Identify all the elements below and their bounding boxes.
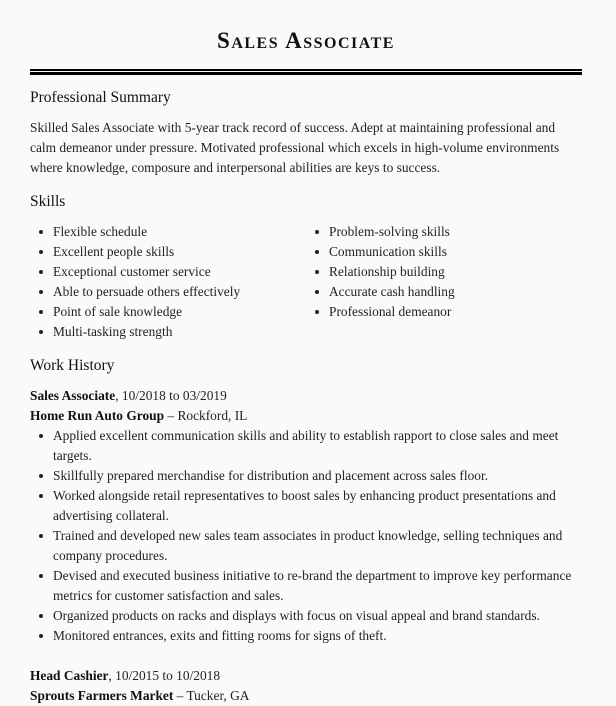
skill-item: Relationship building — [306, 262, 582, 282]
job-title-line — [30, 666, 582, 686]
job-dates: , 10/2015 to 10/2018 — [108, 668, 221, 683]
skills-right-column — [306, 222, 582, 342]
job-location: – Tucker, GA — [173, 688, 250, 703]
skill-item: Excellent people skills — [30, 242, 306, 262]
job-bullet: Organized products on racks and displays with focus on visual appeal and brand standards. — [30, 606, 578, 626]
skill-item: Multi-tasking strength — [30, 322, 306, 342]
job-title-line — [30, 386, 582, 406]
job-entry — [30, 666, 582, 706]
divider-thick — [30, 72, 582, 75]
job-company-line — [30, 406, 582, 426]
divider-thin — [30, 69, 582, 71]
skill-item: Point of sale knowledge — [30, 302, 306, 322]
job-bullet: Skillfully prepared merchandise for distribution and placement across sales floor. — [30, 466, 578, 486]
summary-text — [30, 118, 582, 178]
job-title: Sales Associate — [30, 388, 116, 403]
job-bullet: Monitored entrances, exits and fitting rooms for signs of theft. — [30, 626, 578, 646]
skill-item: Accurate cash handling — [306, 282, 582, 302]
skill-item: Flexible schedule — [30, 222, 306, 242]
work-heading: Work History — [30, 357, 115, 374]
skill-item: Communication skills — [306, 242, 582, 262]
skills-heading: Skills — [30, 193, 66, 210]
job-bullet: Devised and executed business initiative to re-brand the department to improve key performance metrics for customer satisfaction and sales. — [30, 566, 578, 606]
job-title: Head Cashier — [30, 668, 109, 683]
job-entry — [30, 386, 582, 646]
job-bullet: Trained and developed new sales team associates in product knowledge, selling techniques and company procedures. — [30, 526, 578, 566]
job-company: Sprouts Farmers Market — [30, 688, 174, 703]
job-dates: , 10/2018 to 03/2019 — [115, 388, 227, 403]
skills-list — [30, 222, 582, 342]
job-location: – Rockford, IL — [164, 408, 248, 423]
skill-item: Exceptional customer service — [30, 262, 306, 282]
job-company: Home Run Auto Group — [30, 408, 165, 423]
skill-item: Able to persuade others effectively — [30, 282, 306, 302]
summary-line: Skilled Sales Associate with 5-year track record of success. Adept at maintaining professional and — [30, 120, 556, 135]
job-company-line — [30, 686, 582, 706]
summary-line: where knowledge, composure and interpersonal abilities are keys to success. — [30, 160, 441, 175]
skills-left-column — [30, 222, 306, 342]
skill-item: Professional demeanor — [306, 302, 582, 322]
skill-item: Problem-solving skills — [306, 222, 582, 242]
summary-heading: Professional Summary — [30, 89, 171, 106]
job-bullet: Worked alongside retail representatives to boost sales by enhancing product presentations and advertising collateral. — [30, 486, 578, 526]
job-bullets — [30, 426, 578, 646]
job-bullet: Applied excellent communication skills and ability to establish rapport to close sales and meet targets. — [30, 426, 578, 466]
resume-title: Sales Associate — [217, 28, 395, 53]
summary-line: calm demeanor under pressure. Motivated professional which excels in high-volume environments — [30, 140, 560, 155]
